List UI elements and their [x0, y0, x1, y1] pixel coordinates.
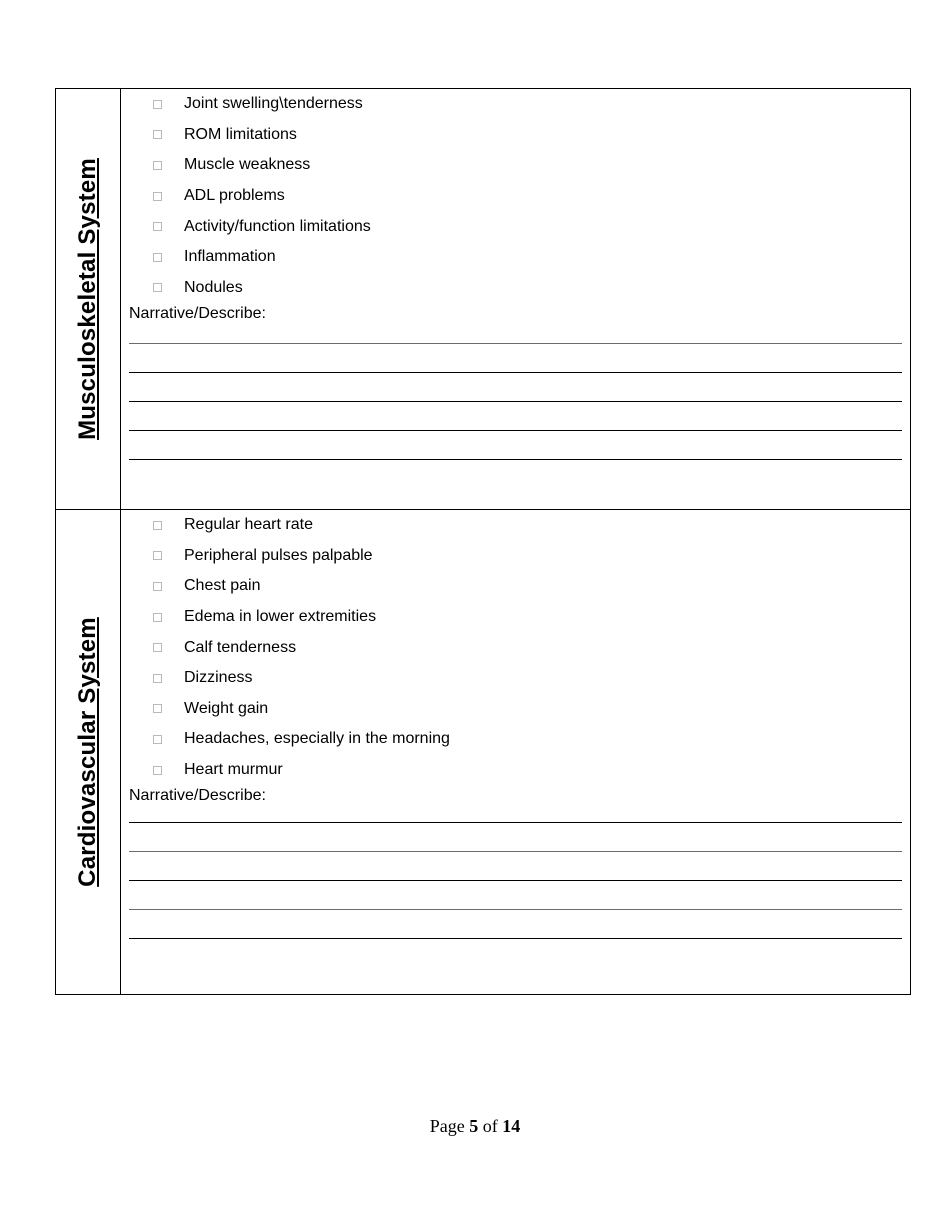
checklist-item: [129, 694, 902, 725]
narrative-line[interactable]: [129, 822, 902, 823]
narrative-line[interactable]: [129, 851, 902, 852]
checklist-item-label: Activity/function limitations: [184, 217, 371, 235]
checkbox[interactable]: [153, 161, 162, 170]
checkbox[interactable]: [153, 283, 162, 292]
checkbox[interactable]: [153, 253, 162, 262]
checklist-item-label: Peripheral pulses palpable: [184, 546, 373, 564]
checkbox[interactable]: [153, 222, 162, 231]
section-content: [121, 89, 910, 509]
narrative-line[interactable]: [129, 909, 902, 910]
checklist-item-label: ADL problems: [184, 187, 285, 205]
page-label: Page: [429, 1116, 465, 1136]
checkbox[interactable]: [153, 192, 162, 201]
assessment-form-table: [55, 88, 911, 995]
narrative-line[interactable]: [129, 372, 902, 373]
checklist-item-label: Muscle weakness: [184, 156, 311, 174]
checklist-item: [129, 211, 902, 242]
checklist-item-label: ROM limitations: [184, 125, 297, 143]
musculoskeletal-section: [56, 89, 910, 510]
checklist-item: [129, 150, 902, 181]
page-of-label: of: [482, 1116, 498, 1136]
checkbox[interactable]: [153, 704, 162, 713]
checklist-item: [129, 632, 902, 663]
section-side-cell: [56, 89, 121, 509]
checkbox[interactable]: [153, 643, 162, 652]
checklist-item-label: Nodules: [184, 278, 243, 296]
narrative-line[interactable]: [129, 401, 902, 402]
checklist-item-label: Chest pain: [184, 577, 261, 595]
checklist: [129, 510, 902, 785]
checklist-item: [129, 663, 902, 694]
current-page: 5: [469, 1116, 479, 1136]
checklist-item: [129, 89, 902, 120]
checklist-item-label: Inflammation: [184, 248, 276, 266]
cardiovascular-section: [56, 510, 910, 994]
narrative-line[interactable]: [129, 430, 902, 431]
checklist-item-label: Regular heart rate: [184, 516, 313, 534]
narrative-line[interactable]: [129, 938, 902, 939]
checkbox[interactable]: [153, 551, 162, 560]
checklist-item: [129, 602, 902, 633]
checkbox[interactable]: [153, 613, 162, 622]
checkbox[interactable]: [153, 521, 162, 530]
checkbox[interactable]: [153, 735, 162, 744]
checklist-item-label: Heart murmur: [184, 761, 283, 779]
page-number: [0, 1116, 950, 1137]
checkbox[interactable]: [153, 100, 162, 109]
checklist-item: [129, 242, 902, 273]
checkbox[interactable]: [153, 766, 162, 775]
checklist-item-label: Dizziness: [184, 669, 253, 687]
section-title: Cardiovascular System: [74, 617, 101, 887]
checkbox[interactable]: [153, 674, 162, 683]
checklist-item-label: Headaches, especially in the morning: [184, 730, 450, 748]
checklist-item: [129, 571, 902, 602]
section-content: [121, 510, 910, 994]
checklist-item-label: Joint swelling\tenderness: [184, 95, 363, 113]
total-pages: 14: [502, 1116, 521, 1136]
checklist-item-label: Weight gain: [184, 699, 269, 717]
checklist-item: [129, 541, 902, 572]
narrative-label: Narrative/Describe:: [129, 787, 266, 805]
narrative-line[interactable]: [129, 459, 902, 460]
section-title: Musculoskeletal System: [74, 158, 101, 440]
section-side-cell: [56, 510, 121, 994]
checklist-item: [129, 724, 902, 755]
narrative-label: Narrative/Describe:: [129, 305, 266, 323]
checklist: [129, 89, 902, 303]
narrative-line[interactable]: [129, 880, 902, 881]
checkbox[interactable]: [153, 130, 162, 139]
checklist-item: [129, 510, 902, 541]
checklist-item-label: Edema in lower extremities: [184, 608, 377, 626]
narrative-line[interactable]: [129, 343, 902, 344]
checkbox[interactable]: [153, 582, 162, 591]
checklist-item-label: Calf tenderness: [184, 638, 297, 656]
checklist-item: [129, 273, 902, 304]
checklist-item: [129, 120, 902, 151]
checklist-item: [129, 755, 902, 786]
checklist-item: [129, 181, 902, 212]
